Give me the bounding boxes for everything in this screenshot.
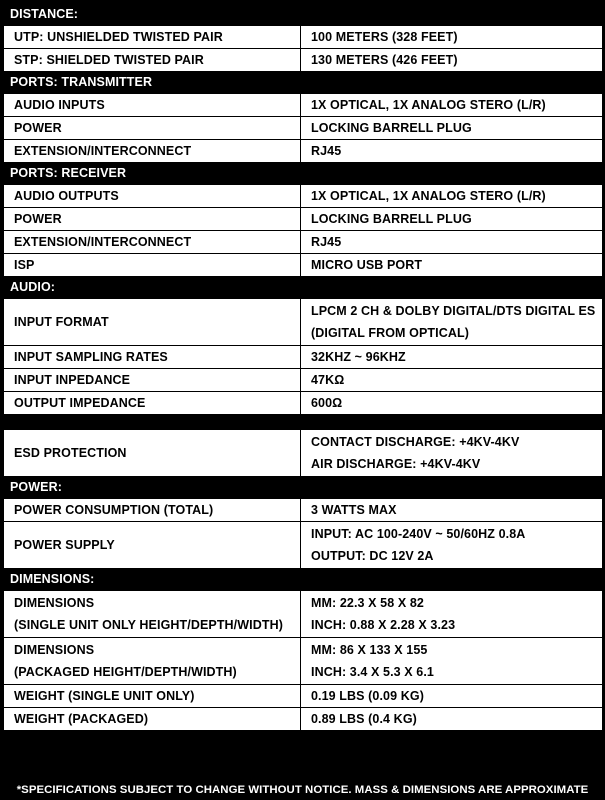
spec-value: 47KΩ xyxy=(301,369,603,392)
spec-value: 0.19 LBS (0.09 KG) xyxy=(301,685,603,708)
table-row xyxy=(4,522,603,569)
spec-value-line: LPCM 2 CH & DOLBY DIGITAL/DTS DIGITAL ES xyxy=(311,304,596,318)
spec-label: UTP: UNSHIELDED TWISTED PAIR xyxy=(4,26,301,49)
section-header-power xyxy=(4,477,603,499)
spec-label-line: DIMENSIONS xyxy=(14,596,95,610)
spec-label: ESD PROTECTION xyxy=(4,430,301,477)
table-row xyxy=(4,499,603,522)
section-header-dimensions xyxy=(4,569,603,591)
spec-value-line: INPUT: AC 100-240V ~ 50/60HZ 0.8A xyxy=(311,527,526,541)
section-header-audio xyxy=(4,277,603,299)
spec-label xyxy=(4,591,301,638)
table-row xyxy=(4,708,603,731)
table-row xyxy=(4,26,603,49)
spec-label-line: (PACKAGED HEIGHT/DEPTH/WIDTH) xyxy=(14,665,237,679)
spec-value: 130 METERS (426 FEET) xyxy=(301,49,603,72)
spec-label xyxy=(4,638,301,685)
table-row xyxy=(4,591,603,638)
table-row xyxy=(4,638,603,685)
spec-label: AUDIO INPUTS xyxy=(4,94,301,117)
spec-label: POWER xyxy=(4,208,301,231)
section-title: AUDIO: xyxy=(4,277,603,299)
table-row xyxy=(4,94,603,117)
table-row xyxy=(4,231,603,254)
spacer-cell xyxy=(4,415,603,430)
spec-value-line: OUTPUT: DC 12V 2A xyxy=(311,549,434,563)
table-row xyxy=(4,208,603,231)
spec-value xyxy=(301,522,603,569)
table-row xyxy=(4,430,603,477)
section-header-transmitter xyxy=(4,72,603,94)
spec-value-line: MM: 86 X 133 X 155 xyxy=(311,643,428,657)
spec-value: 1X OPTICAL, 1X ANALOG STERO (L/R) xyxy=(301,94,603,117)
spec-label: INPUT FORMAT xyxy=(4,299,301,346)
spec-label: WEIGHT (SINGLE UNIT ONLY) xyxy=(4,685,301,708)
spec-label: POWER CONSUMPTION (TOTAL) xyxy=(4,499,301,522)
section-header-receiver xyxy=(4,163,603,185)
spec-value xyxy=(301,638,603,685)
spec-value: LOCKING BARRELL PLUG xyxy=(301,117,603,140)
spec-value: 100 METERS (328 FEET) xyxy=(301,26,603,49)
spec-value: MICRO USB PORT xyxy=(301,254,603,277)
spec-value-line: INCH: 3.4 X 5.3 X 6.1 xyxy=(311,665,434,679)
spec-label: POWER SUPPLY xyxy=(4,522,301,569)
spec-label: EXTENSION/INTERCONNECT xyxy=(4,231,301,254)
spec-label: ISP xyxy=(4,254,301,277)
table-row xyxy=(4,117,603,140)
section-title: PORTS: TRANSMITTER xyxy=(4,72,603,94)
spec-value: 32KHZ ~ 96KHZ xyxy=(301,346,603,369)
spec-value-line: MM: 22.3 X 58 X 82 xyxy=(311,596,424,610)
spec-value: 600Ω xyxy=(301,392,603,415)
table-row xyxy=(4,140,603,163)
table-row xyxy=(4,299,603,346)
section-header-distance xyxy=(4,4,603,26)
spec-value-line: INCH: 0.88 X 2.28 X 3.23 xyxy=(311,618,456,632)
table-row xyxy=(4,49,603,72)
spec-value: LOCKING BARRELL PLUG xyxy=(301,208,603,231)
section-title: POWER: xyxy=(4,477,603,499)
spec-value xyxy=(301,591,603,638)
spec-label: STP: SHIELDED TWISTED PAIR xyxy=(4,49,301,72)
spec-value xyxy=(301,299,603,346)
spec-value: 1X OPTICAL, 1X ANALOG STERO (L/R) xyxy=(301,185,603,208)
section-spacer xyxy=(4,415,603,430)
spec-value-line: (DIGITAL FROM OPTICAL) xyxy=(311,326,469,340)
section-title: DISTANCE: xyxy=(4,4,603,26)
table-row xyxy=(4,392,603,415)
section-title: DIMENSIONS: xyxy=(4,569,603,591)
spec-label: EXTENSION/INTERCONNECT xyxy=(4,140,301,163)
spec-label-line: DIMENSIONS xyxy=(14,643,95,657)
spec-value xyxy=(301,430,603,477)
spec-value-line: CONTACT DISCHARGE: +4KV-4KV xyxy=(311,435,520,449)
table-row xyxy=(4,685,603,708)
spec-value: 3 WATTS MAX xyxy=(301,499,603,522)
spec-label: INPUT SAMPLING RATES xyxy=(4,346,301,369)
spec-value: RJ45 xyxy=(301,231,603,254)
table-row xyxy=(4,254,603,277)
spec-value: 0.89 LBS (0.4 KG) xyxy=(301,708,603,731)
spec-label: AUDIO OUTPUTS xyxy=(4,185,301,208)
spec-label: INPUT INPEDANCE xyxy=(4,369,301,392)
spec-label: POWER xyxy=(4,117,301,140)
spec-label-line: (SINGLE UNIT ONLY HEIGHT/DEPTH/WIDTH) xyxy=(14,618,283,632)
spec-value-line: AIR DISCHARGE: +4KV-4KV xyxy=(311,457,481,471)
spec-label: OUTPUT IMPEDANCE xyxy=(4,392,301,415)
spec-value: RJ45 xyxy=(301,140,603,163)
table-row xyxy=(4,185,603,208)
section-title: PORTS: RECEIVER xyxy=(4,163,603,185)
disclaimer-footnote: *SPECIFICATIONS SUBJECT TO CHANGE WITHOUT NOTICE. MASS & DIMENSIONS ARE APPROXIMATE xyxy=(16,784,589,796)
spec-table xyxy=(3,3,603,731)
spec-label: WEIGHT (PACKAGED) xyxy=(4,708,301,731)
table-row xyxy=(4,346,603,369)
table-row xyxy=(4,369,603,392)
